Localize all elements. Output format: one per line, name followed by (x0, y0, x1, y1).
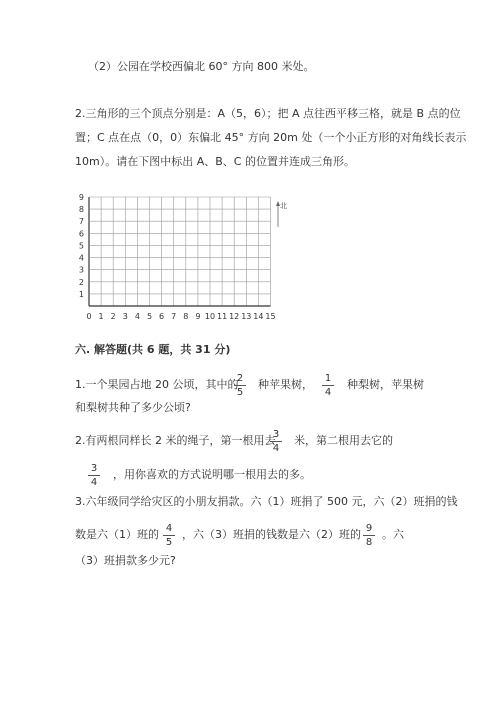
fraction-numerator: 3 (272, 429, 280, 440)
fraction-denominator: 8 (365, 537, 373, 548)
q2-line-3: 10m）。请在下图中标出 A、B、C 的位置并连成三角形。 (75, 155, 355, 168)
x-tick-label: 12 (229, 312, 240, 321)
x-tick-label: 0 (86, 312, 92, 321)
x-tick-label: 1 (98, 312, 104, 321)
q2-line-1: 2.三角形的三个顶点分别是：A（5，6）；把 A 点往西平移三格，就是 B 点的位 (75, 107, 461, 120)
x-tick-label: 14 (253, 312, 264, 321)
p3-text-a: 数是六（1）班的 (75, 528, 159, 541)
north-label: 北 (280, 202, 287, 210)
x-tick-label: 5 (146, 312, 153, 321)
p3-text-b: ，六（3）班捐的钱数是六（2）班的 (182, 528, 361, 541)
p2-fraction-1 (270, 429, 282, 454)
y-tick-label: 5 (78, 241, 84, 251)
p3-line-3: （3）班捐款多少元? (75, 554, 176, 567)
fraction-numerator: 3 (90, 463, 98, 474)
fraction-numerator: 1 (324, 373, 332, 384)
y-axis-labels (79, 193, 84, 299)
x-tick-label: 3 (122, 312, 128, 321)
park-location-text: （2）公园在学校西偏北 60° 方向 800 米处。 (88, 60, 315, 73)
p3-fraction-2 (363, 523, 375, 548)
x-tick-label: 6 (159, 312, 165, 321)
p3-fraction-1 (163, 523, 175, 548)
q2-line-2: 置；C 点在点（0，0）东偏北 45° 方向 20m 处（一个小正方形的对角线长表示 (75, 131, 467, 144)
fraction-denominator: 5 (165, 537, 173, 548)
fraction-denominator: 5 (236, 387, 244, 398)
y-tick-label: 9 (78, 193, 84, 202)
p1-text-b: 种苹果树， (258, 378, 313, 391)
p1-text-a: 1.一个果园占地 20 公顷，其中的 (75, 378, 239, 391)
p3-text-c: 。六 (382, 528, 404, 541)
y-tick-label: 7 (78, 217, 84, 227)
x-tick-label: 10 (204, 312, 216, 321)
x-tick-label: 9 (195, 312, 201, 321)
x-tick-label: 11 (217, 312, 228, 321)
y-tick-label: 4 (78, 253, 84, 263)
y-tick-label: 8 (78, 205, 84, 215)
x-tick-label: 15 (265, 312, 276, 321)
y-tick-label: 3 (78, 265, 84, 275)
coordinate-grid (0, 180, 500, 340)
x-tick-label: 13 (241, 312, 252, 321)
x-axis-labels (86, 312, 275, 321)
y-tick-label: 6 (78, 229, 84, 239)
x-tick-label: 7 (171, 312, 177, 321)
fraction-numerator: 9 (365, 523, 373, 534)
fraction-denominator: 4 (90, 477, 98, 488)
p1-text-c: 种梨树，苹果树 (347, 378, 424, 391)
p2-text-b: 米，第二根用去它的 (294, 434, 393, 447)
p1-fraction-2 (322, 373, 334, 398)
section-6-heading: 六. 解答题(共 6 题，共 31 分) (75, 343, 231, 356)
fraction-numerator: 4 (165, 523, 173, 534)
p3-line-1: 3.六年级同学给灾区的小朋友捐款。六（1）班捐了 500 元，六（2）班捐的钱 (75, 495, 458, 508)
x-tick-label: 8 (183, 312, 189, 321)
p2-text-a: 2.有两根同样长 2 米的绳子，第一根用去 (75, 434, 276, 447)
y-tick-label: 2 (78, 277, 84, 287)
grid-lines (89, 197, 271, 306)
p1-fraction-1 (234, 373, 246, 398)
fraction-numerator: 2 (236, 373, 244, 384)
p2-fraction-2 (88, 463, 100, 488)
x-tick-label: 4 (134, 312, 140, 321)
fraction-denominator: 4 (272, 443, 280, 454)
x-tick-label: 2 (110, 312, 116, 321)
fraction-denominator: 4 (324, 387, 332, 398)
y-tick-label: 1 (78, 289, 84, 299)
p2-text-c: ，用你喜欢的方式说明哪一根用去的多。 (113, 468, 311, 481)
p1-line-2: 和梨树共种了多少公顷? (75, 401, 191, 414)
